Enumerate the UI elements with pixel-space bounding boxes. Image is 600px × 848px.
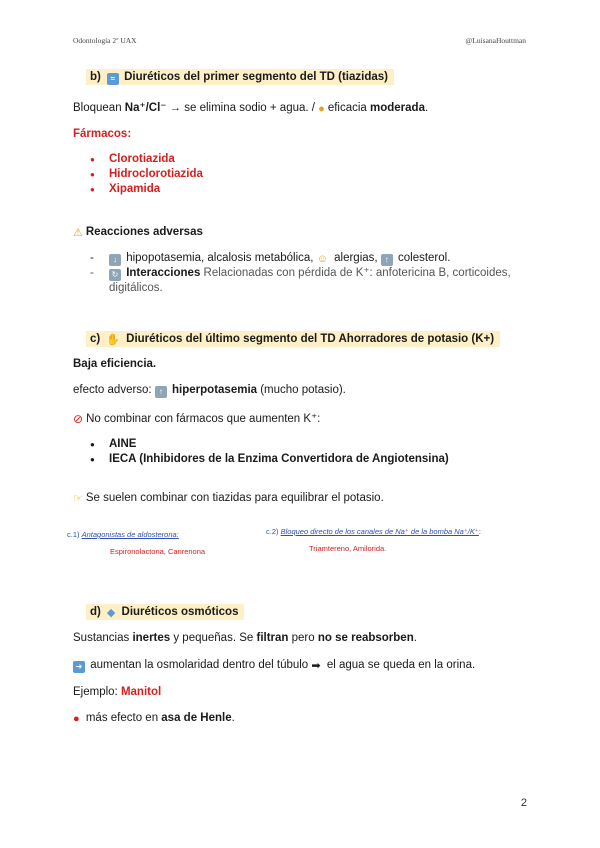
- list-item: [73, 251, 533, 266]
- ejemplo-label: Ejemplo:: [73, 686, 121, 698]
- gem-icon: ◆: [106, 607, 116, 619]
- mas-text: más efecto en: [82, 712, 162, 724]
- arrow-right-icon: ➜: [73, 661, 85, 673]
- no-reabsorben-text: no se reabsorben: [317, 632, 414, 644]
- osmolaridad-text: aumentan la osmolaridad dentro del túbulo: [87, 659, 312, 671]
- wave-icon: ≈: [107, 73, 119, 85]
- farmacos-label: Fármacos:: [73, 128, 132, 140]
- section-d-line-1: [73, 632, 417, 644]
- section-b-title: Diuréticos del primer segmento del TD (tiazidas): [124, 71, 388, 83]
- interacciones-text: Relacionadas con pérdida de K⁺: anfotericina B, corticoides,: [200, 267, 511, 279]
- section-d-label: d): [90, 606, 101, 618]
- arrow-down-icon: ↓: [109, 254, 121, 266]
- d-text: Sustancias: [73, 632, 133, 644]
- d-text: y pequeñas. Se: [170, 632, 257, 644]
- combinar-text: Se suelen combinar con tiazidas para equilibrar el potasio.: [85, 492, 384, 504]
- c2-colon: :: [478, 527, 481, 536]
- arrow-up-icon: ↑: [155, 386, 167, 398]
- adversa-text: colesterol.: [394, 252, 451, 264]
- d-text: .: [413, 632, 417, 644]
- list-item: ● Clorotiazida: [73, 152, 203, 167]
- adversas-list: [73, 251, 533, 296]
- warning-icon: ⚠: [73, 227, 83, 239]
- mas-text: .: [231, 712, 235, 724]
- section-c-label: c): [90, 333, 101, 345]
- section-b-highlight: [86, 69, 394, 85]
- hiperpotasemia-text: hiperpotasemia: [172, 384, 258, 396]
- page-number: 2: [520, 797, 527, 809]
- list-item: ● Xipamida: [73, 182, 203, 197]
- no-combinar-line: [73, 411, 320, 425]
- inertes-text: inertes: [132, 632, 171, 644]
- c2-number: c.2): [266, 527, 279, 536]
- c1-title-line: [67, 530, 179, 539]
- header-left: Odontología 2º UAX: [73, 36, 137, 45]
- section-d-title: Diuréticos osmóticos: [121, 606, 239, 618]
- c2-drugs: Triamtereno, Amilorida.: [309, 544, 387, 553]
- arrow-up-icon: ↑: [381, 254, 393, 266]
- section-b-line: [73, 100, 428, 115]
- section-c-heading: [86, 333, 500, 346]
- ions-text: Na⁺/Cl⁻: [124, 102, 167, 114]
- section-c-highlight: [86, 331, 500, 347]
- manitol-text: Manitol: [120, 686, 162, 698]
- efecto-prefix: efecto adverso:: [73, 384, 155, 396]
- eficacia-text: eficacia: [327, 102, 371, 114]
- list-item: [73, 266, 533, 296]
- d-text: pero: [288, 632, 318, 644]
- adversa-text: hipopotasemia, alcalosis metabólica,: [126, 252, 317, 264]
- period-text: .: [424, 102, 429, 114]
- asa-henle-text: asa de Henle: [161, 712, 232, 724]
- c1-drugs: Espironolactona, Canrenona: [110, 547, 206, 556]
- bloquean-text: Bloquean: [73, 102, 125, 114]
- section-d-highlight: [86, 604, 244, 620]
- c2-title: Bloqueo directo de los canales de Na⁺ de la bomba Na⁺/K⁺: [280, 527, 479, 536]
- adversa-text: alergias,: [330, 252, 381, 264]
- section-c-title: Diuréticos del último segmento del TD Ahorradores de potasio (K+): [126, 333, 495, 345]
- section-d-heading: [86, 606, 244, 619]
- ejemplo-line: [73, 686, 161, 698]
- c1-title: Antagonistas de aldosterona:: [81, 530, 179, 539]
- adversas-heading: [73, 226, 203, 239]
- pin-icon: ●: [73, 713, 80, 725]
- arrows-cycle-icon: ↻: [109, 269, 121, 281]
- efecto-rest: (mucho potasio).: [257, 384, 346, 396]
- list-item: ● Hidroclorotiazida: [73, 167, 203, 182]
- farmacos-list: [73, 152, 203, 197]
- interacciones-cont: digitálicos.: [109, 282, 163, 294]
- no-combinar-list: [73, 437, 449, 467]
- section-b-heading: [86, 71, 394, 85]
- mas-efecto-line: [73, 712, 235, 725]
- list-item: ● AINE: [73, 437, 449, 452]
- adversas-label: Reacciones adversas: [85, 226, 203, 238]
- pointing-hand-icon: ☞: [73, 493, 83, 505]
- c1-number: c.1): [67, 530, 80, 539]
- baja-eficiencia: Baja eficiencia.: [73, 358, 157, 370]
- c2-title-line: [266, 527, 481, 536]
- section-d-line-2: [73, 659, 475, 673]
- interacciones-label: Interacciones: [126, 267, 201, 279]
- filtran-text: filtran: [256, 632, 289, 644]
- hand-icon: ✋: [106, 334, 120, 346]
- moderada-text: moderada: [370, 102, 425, 114]
- prohibited-icon: ⊘: [73, 412, 84, 426]
- combinar-line: [73, 492, 384, 505]
- black-arrow-icon: ➡: [311, 660, 321, 672]
- list-item: ● IECA (Inhibidores de la Enzima Convertidora de Angiotensina): [73, 452, 449, 467]
- no-combinar-text: No combinar con fármacos que aumenten K⁺:: [86, 413, 321, 425]
- efecto-adverso-line: [73, 384, 346, 398]
- section-b-label: b): [90, 71, 101, 83]
- elimina-text: → se elimina sodio + agua. /: [166, 102, 319, 114]
- muscle-icon: ●: [318, 103, 325, 115]
- header-right: @LuisanaHouttman: [465, 36, 526, 45]
- orina-text: el agua se queda en la orina.: [323, 659, 476, 671]
- sneeze-face-icon: ☺: [316, 253, 328, 265]
